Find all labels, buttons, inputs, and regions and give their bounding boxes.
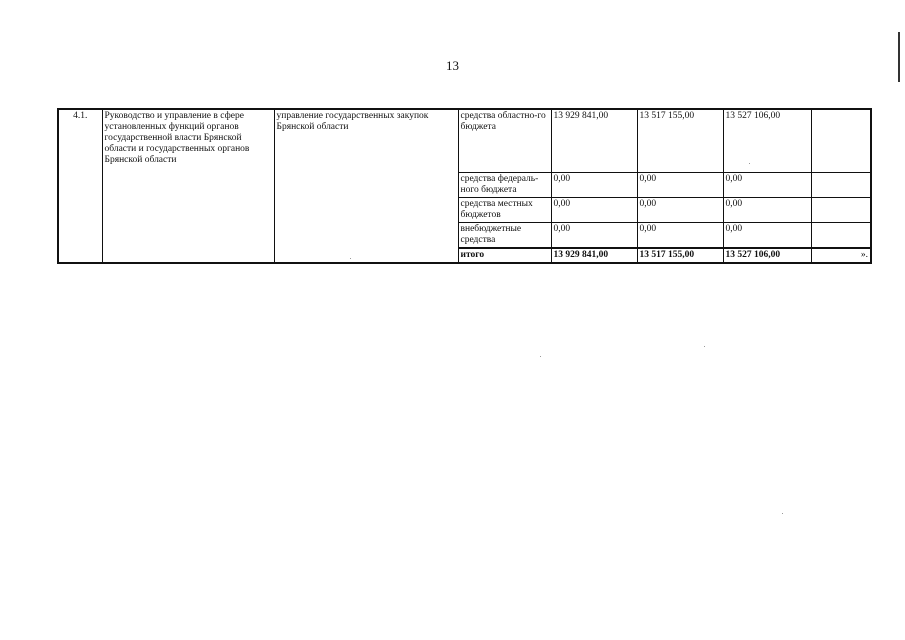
value-cell-year1: 0,00	[551, 198, 637, 223]
scan-speck	[350, 258, 351, 259]
source-label-cell: средства федераль-ного бюджета	[458, 173, 551, 198]
total-label-cell: итого	[458, 248, 551, 263]
value-cell-year3: 0,00	[723, 223, 811, 249]
value-cell-year3: 0,00	[723, 198, 811, 223]
scan-edge-mark	[898, 32, 900, 82]
page-number: 13	[446, 58, 459, 73]
scan-speck	[749, 163, 750, 164]
value-cell-year1: 0,00	[551, 223, 637, 249]
empty-cell	[811, 173, 871, 198]
empty-cell	[811, 109, 871, 173]
empty-cell	[811, 198, 871, 223]
value-cell-year1: 0,00	[551, 173, 637, 198]
executor-cell: управление государственных закупок Брянской области	[274, 109, 458, 263]
value-cell-year3: 0,00	[723, 173, 811, 198]
total-value-year2: 13 517 155,00	[637, 248, 723, 263]
total-value-year3: 13 527 106,00	[723, 248, 811, 263]
value-cell-year1: 13 929 841,00	[551, 109, 637, 173]
value-cell-year3: 13 527 106,00	[723, 109, 811, 173]
value-cell-year2: 13 517 155,00	[637, 109, 723, 173]
budget-table	[57, 108, 872, 264]
value-cell-year2: 0,00	[637, 223, 723, 249]
empty-cell	[811, 223, 871, 249]
scan-speck	[540, 356, 541, 357]
total-value-year1: 13 929 841,00	[551, 248, 637, 263]
scan-speck	[782, 513, 783, 514]
activity-name-cell: Руководство и управление в сфере установленных функций органов государственной власти Брянской области и государственных органов Брянской области	[102, 109, 274, 263]
source-label-cell: средства местных бюджетов	[458, 198, 551, 223]
value-cell-year2: 0,00	[637, 198, 723, 223]
value-cell-year2: 0,00	[637, 173, 723, 198]
scan-speck	[704, 346, 705, 347]
source-label-cell: средства областно-го бюджета	[458, 109, 551, 173]
row-number-cell: 4.1.	[58, 109, 102, 263]
source-label-cell: внебюджетные средства	[458, 223, 551, 249]
closing-quote-cell: ».	[811, 248, 871, 263]
